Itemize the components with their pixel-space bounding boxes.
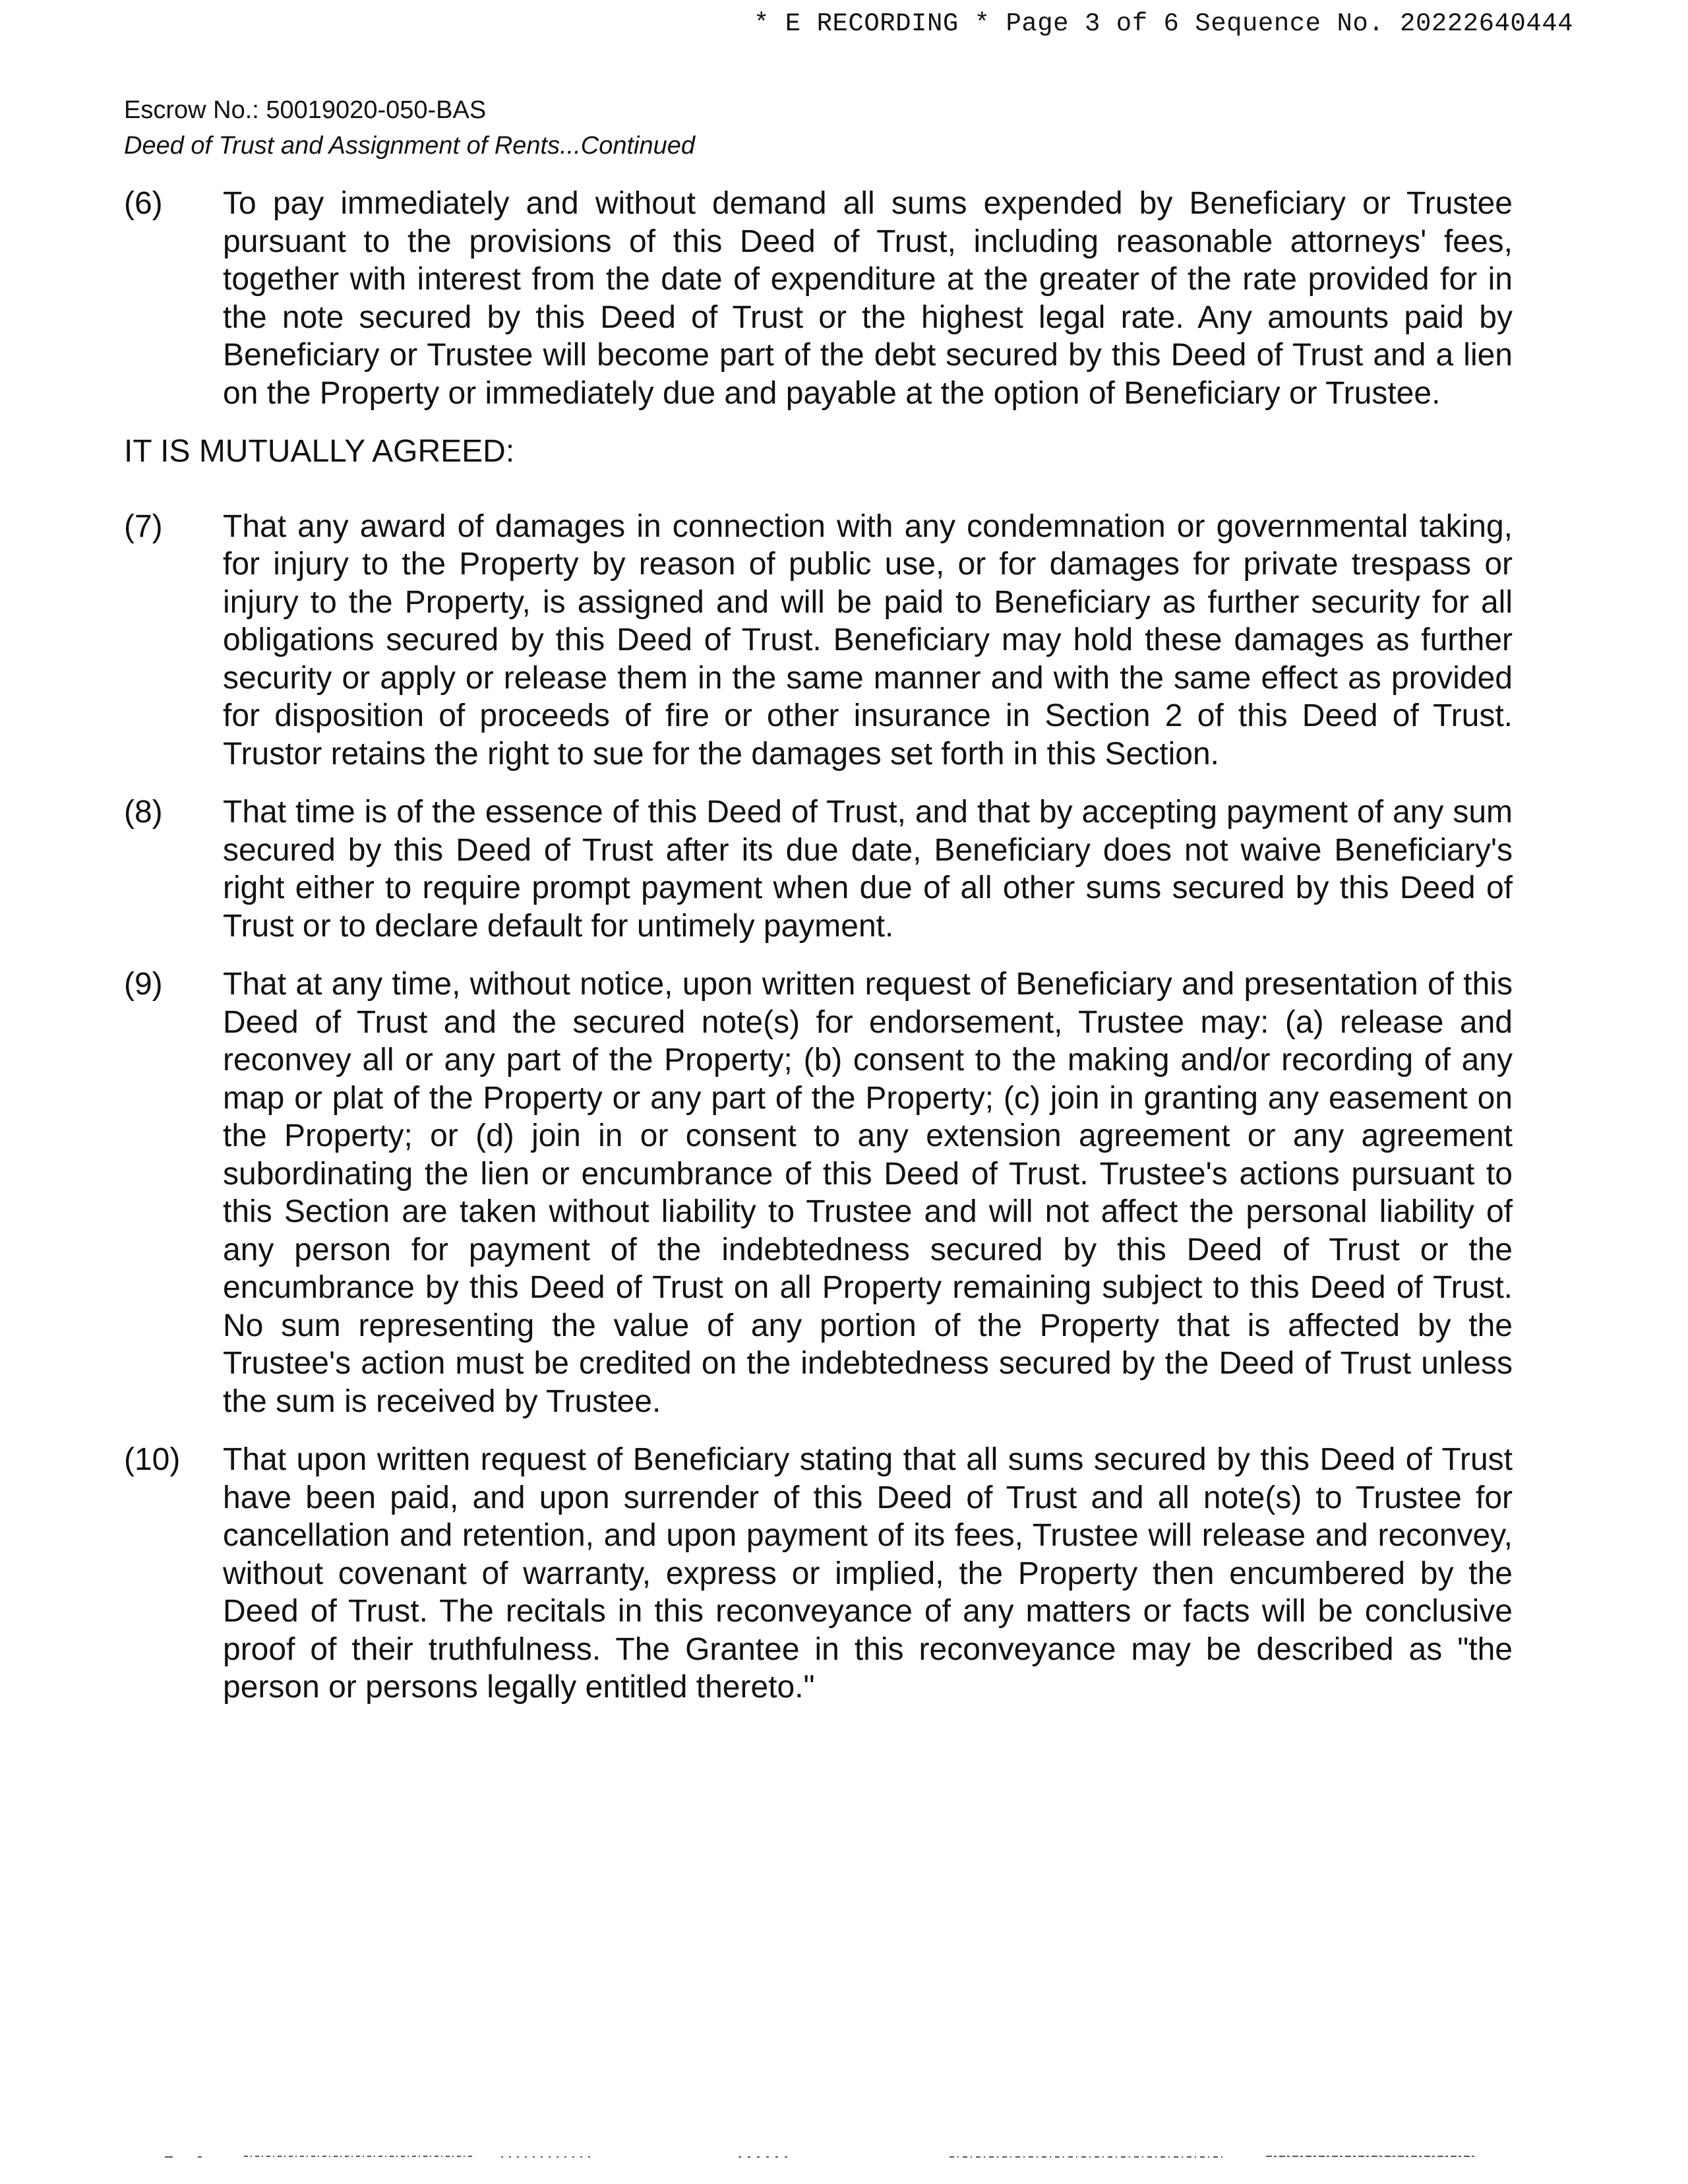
mutually-agreed-heading: IT IS MUTUALLY AGREED: <box>124 434 515 469</box>
section-number: (7) <box>124 508 163 544</box>
escrow-block <box>124 92 695 164</box>
scan-artifact-line <box>0 2152 1688 2162</box>
escrow-number: Escrow No.: 50019020-050-BAS <box>124 96 487 124</box>
section-10 <box>124 1441 1513 1707</box>
section-6 <box>124 185 1513 412</box>
document-title-continued: Deed of Trust and Assignment of Rents...Continued <box>124 132 696 160</box>
section-text: That any award of damages in connection with any condemnation or governmental taking, for injury to the Property by reason of public use, or for damages for private trespass or injury to the Property, is assigned and will be paid to Beneficiary as further security for all obligations secured by this Deed of Trust. Beneficiary may hold these damages as further security or apply or release them in the same manner and with the same effect as provided for disposition of proceeds of fire or other insurance in Section 2 of this Deed of Trust. Trustor retains the right to sue for the damages set forth in this Section. <box>223 508 1513 772</box>
section-number: (6) <box>124 186 163 221</box>
section-number: (10) <box>124 1442 181 1477</box>
recording-header: * E RECORDING * Page 3 of 6 Sequence No. 20222640444 <box>754 9 1573 38</box>
section-8 <box>124 793 1513 945</box>
document-body <box>124 185 1513 1727</box>
section-9 <box>124 965 1513 1420</box>
section-number: (9) <box>124 967 163 1002</box>
section-text: That upon written request of Beneficiary stating that all sums secured by this Deed of Trust have been paid, and upon surrender of this Deed of Trust and all note(s) to Trustee for cancellation and retention, and upon payment of its fees, Trustee will release and reconvey, without covenant of warranty, express or implied, the Property then encumbered by the Deed of Trust. The recitals in this reconveyance of any matters or facts will be conclusive proof of their truthfulness. The Grantee in this reconveyance may be described as "the person or persons legally entitled thereto." <box>223 1442 1513 1705</box>
section-text: To pay immediately and without demand all sums expended by Beneficiary or Trustee pursuant to the provisions of this Deed of Trust, including reasonable attorneys' fees, together with interest from the date of expenditure at the greater of the rate provided for in the note secured by this Deed of Trust or the highest legal rate. Any amounts paid by Beneficiary or Trustee will become part of the debt secured by this Deed of Trust and a lien on the Property or immediately due and payable at the option of Beneficiary or Trustee. <box>223 186 1513 411</box>
section-text: That time is of the essence of this Deed of Trust, and that by accepting payment of any sum secured by this Deed of Trust after its due date, Beneficiary does not waive Beneficiary's right either to require prompt payment when due of all other sums secured by this Deed of Trust or to declare default for untimely payment. <box>223 795 1513 944</box>
section-text: That at any time, without notice, upon written request of Beneficiary and presentation of this Deed of Trust and the secured note(s) for endorsement, Trustee may: (a) release and reconvey all or any part of the Property; (b) consent to the making and/or recording of any map or plat of the Property or any part of the Property; (c) join in granting any easement on the Property; or (d) join in or consent to any extension agreement or any agreement subordinating the lien or encumbrance of this Deed of Trust. Trustee's actions pursuant to this Section are taken without liability to Trustee and will not affect the personal liability of any person for payment of the indebtedness secured by this Deed of Trust or the encumbrance by this Deed of Trust on all Property remaining subject to this Deed of Trust. No sum representing the value of any portion of the Property that is affected by the Trustee's action must be credited on the indebtedness secured by the Deed of Trust unless the sum is received by Trustee. <box>223 967 1513 1419</box>
section-7 <box>124 508 1513 774</box>
section-number: (8) <box>124 795 163 830</box>
